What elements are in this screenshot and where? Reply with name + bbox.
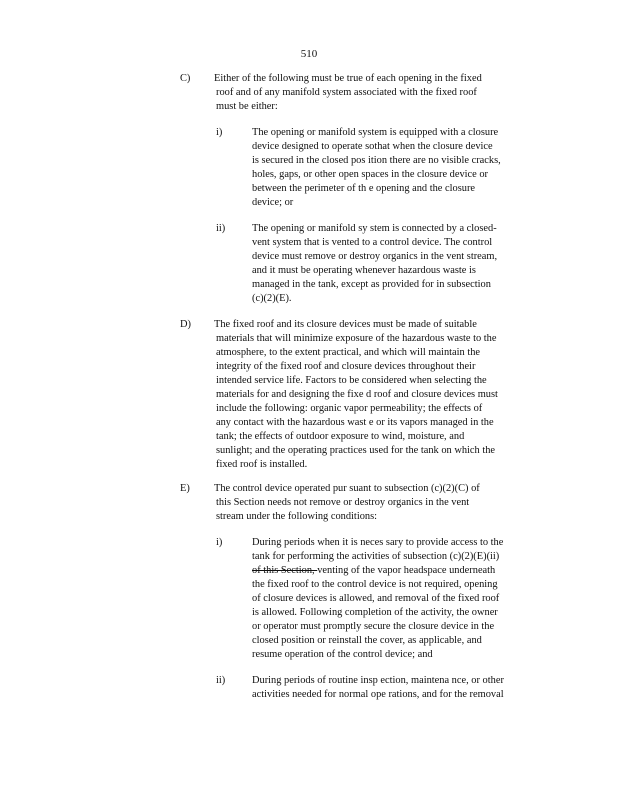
section-c-line: roof and of any manifold system associated with the fixed roof <box>216 87 477 98</box>
section-d-line: atmosphere, to the extent practical, and which will maintain the <box>216 347 481 358</box>
section-e-ii-text <box>252 674 542 702</box>
section-e-i-line: is allowed. Following completion of the activity, the owner <box>252 607 498 618</box>
section-e-i-marker: i) <box>216 537 223 548</box>
section-d-marker: D) <box>180 319 191 330</box>
section-e-line: stream under the following conditions: <box>216 511 378 522</box>
section-c-ii-line: (c)(2)(E). <box>252 293 292 304</box>
section-c-ii-line: and it must be operating whenever hazardous waste is <box>252 265 476 276</box>
section-c-i-line: holes, gaps, or other open spaces in the closure device or <box>252 169 489 180</box>
section-e-i-line: or operator must promptly secure the closure device in the <box>252 621 495 632</box>
section-e-i-line: the fixed roof to the control device is not required, opening <box>252 579 498 590</box>
section-c-line: Either of the following must be true of each opening in the fixed <box>214 73 482 84</box>
section-d-line: fixed roof is installed. <box>216 459 308 470</box>
section-e-ii-line: activities needed for normal ope rations, and for the removal <box>252 689 504 700</box>
section-c-i-text <box>252 126 534 210</box>
section-d-text <box>214 318 544 472</box>
section-e-i-line-rest: venting of the vapor headspace underneath <box>317 565 496 576</box>
section-e-line: The control device operated pur suant to subsection (c)(2)(C) of <box>214 483 480 494</box>
section-e-line: this Section needs not remove or destroy organics in the vent <box>216 497 470 508</box>
section-c-i-line: is secured in the closed pos ition there are no visible cracks, <box>252 155 501 166</box>
section-c-ii-line: vent system that is vented to a control device. The control <box>252 237 493 248</box>
section-d-line: materials for and designing the fixe d roof and closure devices must <box>216 389 498 400</box>
section-e-i-line: closed position or reinstall the cover, as applicable, and <box>252 635 482 646</box>
section-c-i-line: device; or <box>252 197 294 208</box>
section-e-i-text <box>252 536 542 662</box>
section-e-ii-line: During periods of routine insp ection, maintena nce, or other <box>252 675 504 686</box>
section-e-i-line: tank for performing the activities of subsection (c)(2)(E)(ii) <box>252 551 500 562</box>
struck-text: of this Section, <box>252 565 318 576</box>
section-e-marker: E) <box>180 483 190 494</box>
section-d-line: include the following: organic vapor permeability; the effects of <box>216 403 483 414</box>
section-c-ii-marker: ii) <box>216 223 226 234</box>
section-c-line: must be either: <box>216 101 278 112</box>
section-e-i-line: resume operation of the control device; and <box>252 649 433 660</box>
section-c-text <box>214 72 524 114</box>
section-c-i-line: The opening or manifold system is equipped with a closure <box>252 127 499 138</box>
section-e-ii-marker: ii) <box>216 675 226 686</box>
section-c-i-line: between the perimeter of th e opening and the closure <box>252 183 476 194</box>
section-c-i-marker: i) <box>216 127 223 138</box>
section-c-ii-line: device must remove or destroy organics in the vent stream, <box>252 251 498 262</box>
section-d-line: The fixed roof and its closure devices must be made of suitable <box>214 319 477 330</box>
section-c-ii-line: managed in the tank, except as provided for in subsection <box>252 279 491 290</box>
section-e-i-line: of closure devices is allowed, and removal of the fixed roof <box>252 593 500 604</box>
section-c-marker: C) <box>180 73 191 84</box>
section-d-line: intended service life. Factors to be considered when selecting the <box>216 375 487 386</box>
section-e-text <box>214 482 544 524</box>
section-c-ii-line: The opening or manifold sy stem is connected by a closed- <box>252 223 497 234</box>
section-d-line: sunlight; and the operating practices used for the tank on which the <box>216 445 496 456</box>
page-number: 510 <box>300 48 318 60</box>
section-d-line: any contact with the hazardous wast e or its vapors managed in the <box>216 417 494 428</box>
section-d-line: materials that will minimize exposure of the hazardous waste to the <box>216 333 497 344</box>
section-d-line: tank; the effects of outdoor exposure to wind, moisture, and <box>216 431 465 442</box>
section-e-i-line <box>252 564 542 578</box>
section-d-line: integrity of the fixed roof and closure devices throughout their <box>216 361 476 372</box>
section-e-i-line: During periods when it is neces sary to provide access to the <box>252 537 504 548</box>
section-c-ii-text <box>252 222 534 306</box>
section-c-i-line: device designed to operate sothat when the closure device <box>252 141 493 152</box>
